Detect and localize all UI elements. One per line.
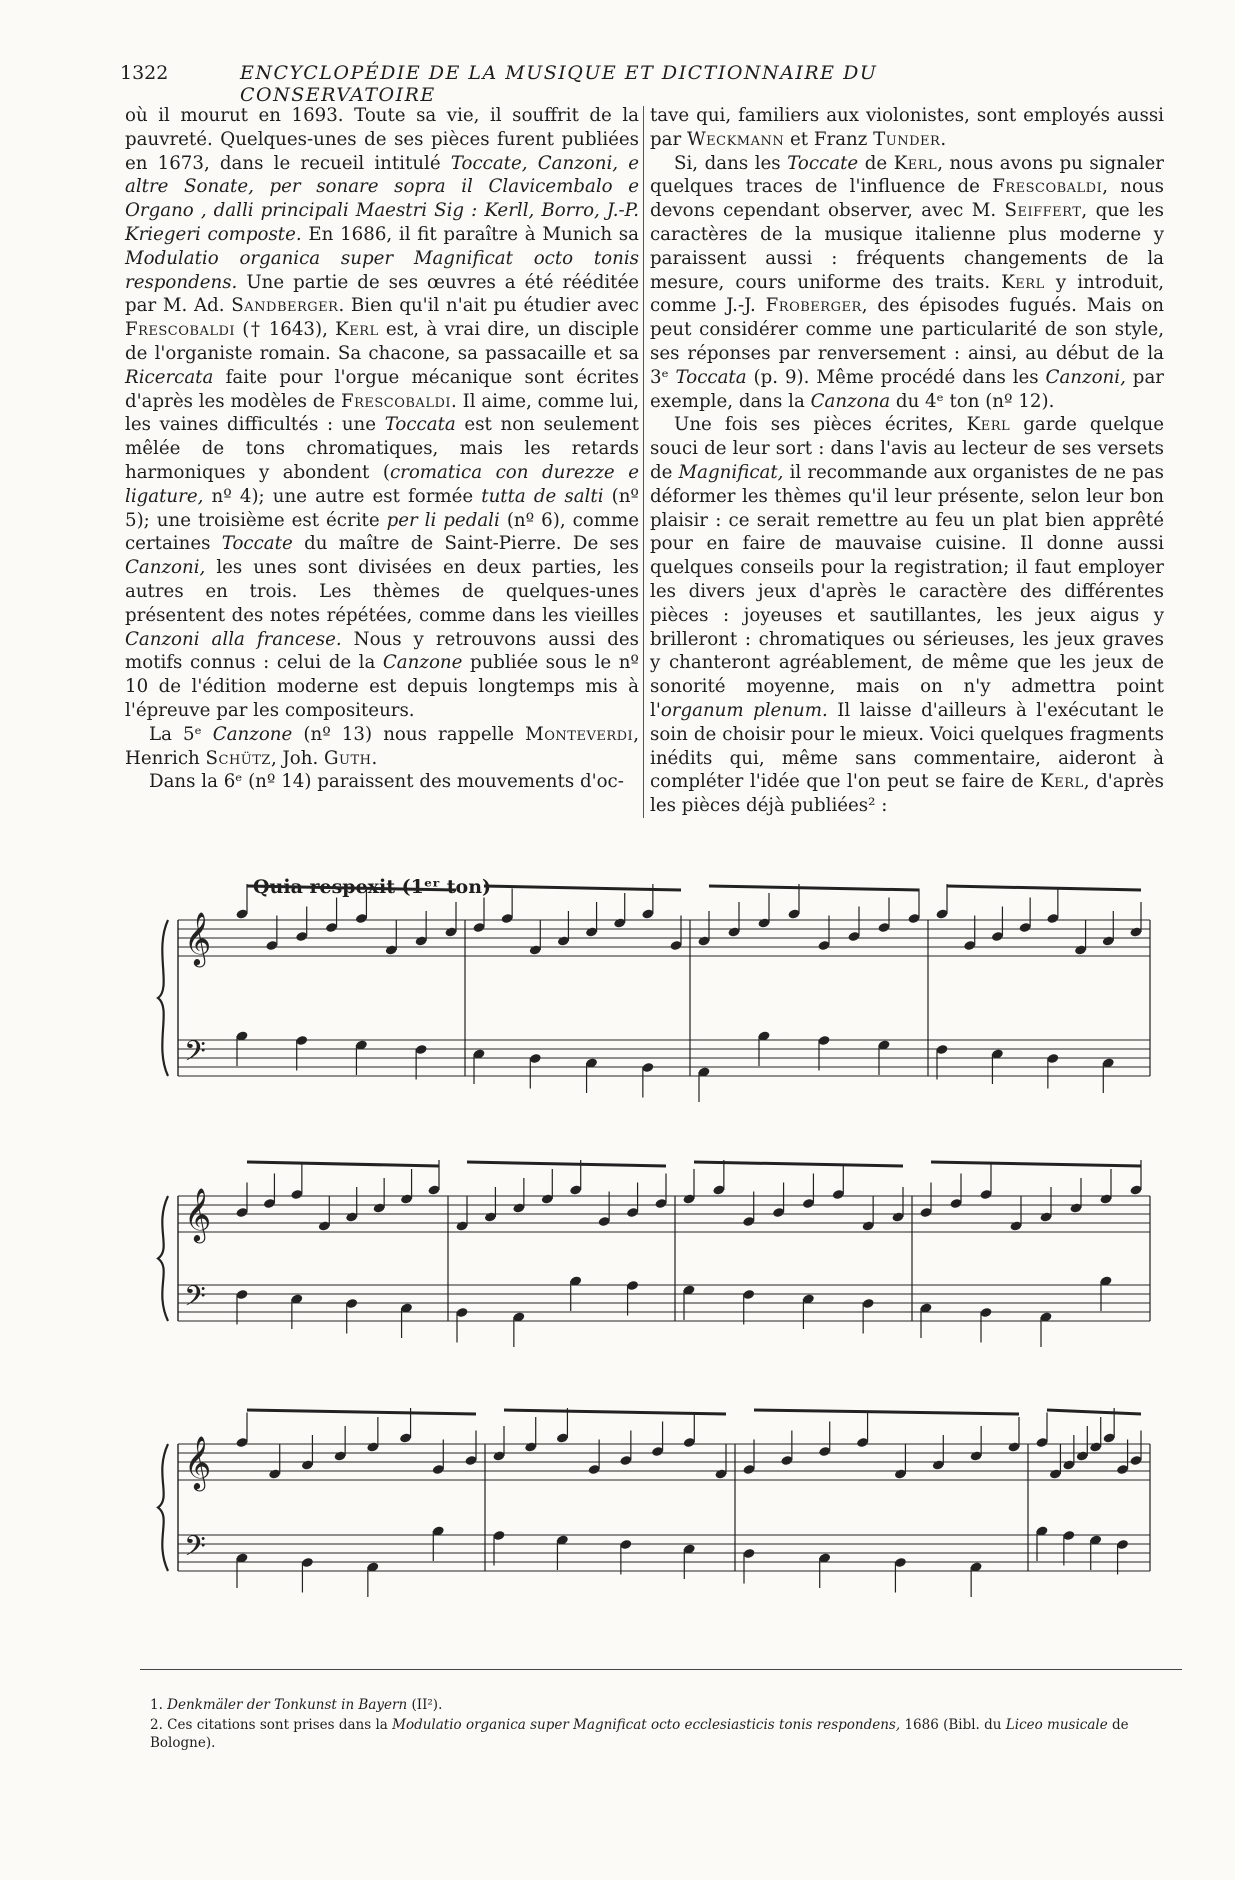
italic-text: per li pedali	[386, 509, 500, 531]
italic-text: Canzona	[810, 390, 891, 412]
small-caps-name: Kerl	[335, 319, 379, 341]
text-run: est, à vrai dire, un disciple de l'organiste romain. Sa chacone, sa passacaille et sa	[125, 319, 639, 364]
music-example-title: Quia respexit (1ᵉʳ ton)	[253, 876, 491, 898]
svg-text:𝄢: 𝄢	[184, 1035, 206, 1075]
text-run: nº 4); une autre est formée	[203, 485, 482, 507]
text-run: il recommande aux organistes de ne pas déformer les thèmes qu'il leur présente, selon leur bon plaisir : ce serait remettre au feu un plat bien apprêté pour en faire de mauvaise cuisine. Il donne aussi quelques conseils pour la registration; il faut employer les divers jeux d'après le caractère des différentes pièces : joyeuses et sautillantes, les jeux aigus y brilleront : chromatiques ou sérieuses, les jeux graves y chanteront agréablement, de même que les jeux de sonorité moyenne, mais on n'y admettra point l'	[650, 461, 1164, 721]
italic-text: Modulatio organica super Magnificat octo ecclesiasticis tonis respondens,	[392, 1717, 901, 1733]
italic-text: Canzoni,	[1045, 366, 1126, 388]
text-run: En 1686, il fit paraître à Munich sa	[301, 223, 639, 245]
text-run: († 1643),	[235, 319, 336, 341]
text-run: y introduit, comme J.-J.	[650, 271, 1164, 317]
small-caps-name: Kerl	[1040, 771, 1084, 793]
text-run: . Il aime, comme lui, les vaines difficultés : une	[125, 390, 639, 436]
music-system	[158, 884, 1150, 1102]
small-caps-name: Frescobaldi	[340, 390, 452, 412]
text-run: La 5ᵉ	[149, 723, 213, 745]
music-system	[158, 1160, 1150, 1347]
svg-text:𝄞: 𝄞	[184, 1187, 212, 1241]
small-caps-name: Froberger	[765, 295, 862, 317]
text-run: du 4ᵉ ton (nº 12).	[890, 390, 1055, 412]
text-run: Une partie de ses œuvres a été rééditée par M. Ad.	[125, 271, 639, 317]
text-run: du maître de Saint-Pierre. De ses	[292, 533, 639, 555]
small-caps-name: Schütz	[205, 747, 271, 769]
small-caps-name: Frescobaldi	[125, 319, 236, 341]
text-run: (p. 9). Même procédé dans les	[746, 366, 1046, 388]
page-number: 1322	[120, 62, 169, 84]
italic-text: Ricercata	[125, 366, 214, 388]
italic-text: Toccate	[221, 533, 293, 555]
text-run: de	[858, 152, 894, 174]
text-run: 1686 (Bibl. du	[900, 1717, 1006, 1733]
italic-text: Canzone	[212, 723, 293, 745]
small-caps-name: Sandberger	[231, 295, 339, 317]
text-run: 2. Ces citations sont prises dans la	[150, 1717, 393, 1733]
text-run: Dans la 6ᵉ (nº 14) paraissent des mouvements d'oc-	[149, 771, 624, 793]
small-caps-name: Weckmann	[686, 128, 785, 150]
small-caps-name: Frescobaldi	[992, 176, 1103, 198]
italic-text: Liceo musicale	[1005, 1717, 1108, 1733]
text-run: Il laisse d'ailleurs à l'exécutant le soin de choisir pour le mieux. Voici quelques fragments inédits qui, même sans commentaire, aideront à compléter l'idée que l'on peut se faire de	[650, 699, 1165, 793]
text-run: les unes sont divisées en deux parties, les autres en trois. Les thèmes de quelques-unes présentent des notes répétées, comme dans les vieilles	[125, 557, 639, 626]
svg-text:𝄞: 𝄞	[184, 1435, 212, 1489]
text-run: de Bologne).	[150, 1717, 1129, 1751]
small-caps-name: Tunder	[873, 128, 941, 150]
text-run: (nº 13) nous rappelle	[292, 723, 526, 745]
music-system	[158, 1408, 1150, 1597]
text-run: .	[371, 747, 378, 769]
svg-text:𝄢: 𝄢	[184, 1280, 206, 1320]
text-run: .	[940, 128, 947, 150]
text-run: , que les caractères de la musique italienne plus moderne y paraissent aussi : fréquents changements de la mesure, cours uniforme des traits.	[650, 200, 1164, 293]
footnote-1	[150, 1696, 1185, 1714]
text-run: où il mourut en 1693. Toute sa vie, il souffrit de la pauvreté. Quelques-unes de ses pièces furent publiées en 1673, dans le recueil intitulé	[125, 105, 639, 174]
text-run: Nous y retrouvons aussi des motifs connus : celui de la	[125, 628, 639, 674]
footnotes	[150, 1696, 1185, 1754]
svg-text:𝄞: 𝄞	[184, 911, 212, 965]
small-caps-name: Guth	[324, 747, 372, 769]
running-title: ENCYCLOPÉDIE DE LA MUSIQUE ET DICTIONNAIRE DU CONSERVATOIRE	[240, 62, 878, 106]
footnote-2	[150, 1716, 1185, 1752]
text-run: , des épisodes fugués. Mais on peut considérer comme une particularité de son style, ses réponses par renversement : ainsi, au début de la 3ᵉ	[650, 295, 1164, 388]
text-run: . Bien qu'il n'ait pu étudier avec	[338, 295, 639, 317]
text-run: tave qui, familiers aux violonistes, sont employés aussi par	[650, 105, 1164, 150]
text-run: (nº 6), comme certaines	[125, 509, 640, 555]
text-run: par exemple, dans la	[650, 366, 1164, 412]
small-caps-name: Kerl	[966, 414, 1011, 436]
small-caps-name: Seiffert	[1004, 200, 1082, 222]
italic-text: Denkmäler der Tonkunst in Bayern	[167, 1697, 408, 1713]
text-run: 1.	[150, 1697, 168, 1713]
footnote-rule	[140, 1669, 1182, 1670]
small-caps-name: Kerl	[893, 152, 938, 174]
text-run: , d'après les pièces déjà publiées² :	[650, 771, 1165, 817]
italic-text: Canzoni,	[125, 557, 206, 579]
text-run: et Franz	[784, 128, 874, 150]
italic-text: Modulatio organica super Magnificat octo tonis respondens.	[125, 247, 639, 293]
text-run: Une fois ses pièces écrites,	[674, 414, 967, 436]
text-run: publiée sous le nº 10 de l'édition moderne est depuis longtemps mis à l'épreuve par les compositeurs.	[125, 652, 639, 721]
italic-text: Canzoni alla francese.	[125, 628, 342, 650]
text-run: , nous devons cependant observer, avec M.	[650, 176, 1164, 222]
italic-text: Canzone	[382, 652, 463, 674]
text-run: , Henrich	[125, 723, 639, 769]
text-run: (II²).	[407, 1697, 443, 1713]
italic-text: organum plenum.	[660, 699, 828, 721]
text-run: garde quelque souci de leur sort : dans l'avis au lecteur de ses versets de	[650, 414, 1164, 483]
italic-text: cromatica con durezze e ligature,	[125, 461, 639, 507]
text-run: faite pour l'orgue mécanique sont écrites d'après les modèles de	[125, 366, 639, 412]
text-run: est non seulement mêlée de tons chromatiques, mais les retards harmoniques y abondent (	[125, 414, 639, 483]
svg-text:𝄢: 𝄢	[184, 1530, 206, 1570]
italic-text: Toccate	[787, 152, 859, 174]
small-caps-name: Monteverdi	[525, 723, 634, 745]
text-run: Si, dans les	[674, 152, 788, 174]
text-run: , nous avons pu signaler quelques traces de l'influence de	[650, 152, 1165, 198]
text-run: , Joh.	[270, 747, 325, 769]
text-run: (nº 5); une troisième est écrite	[125, 485, 639, 531]
italic-text: tutta de salti	[481, 485, 604, 507]
italic-text: Toccate, Canzoni, e altre Sonate, per sonare sopra il Clavicembalo e Organo , dalli principali Maestri Sig : Kerll, Borro, J.-P. Kriegeri composte.	[125, 152, 639, 245]
italic-text: Magnificat,	[678, 461, 784, 483]
small-caps-name: Kerl	[1001, 271, 1045, 293]
italic-text: Toccata	[384, 414, 456, 436]
italic-text: Toccata	[675, 366, 747, 388]
